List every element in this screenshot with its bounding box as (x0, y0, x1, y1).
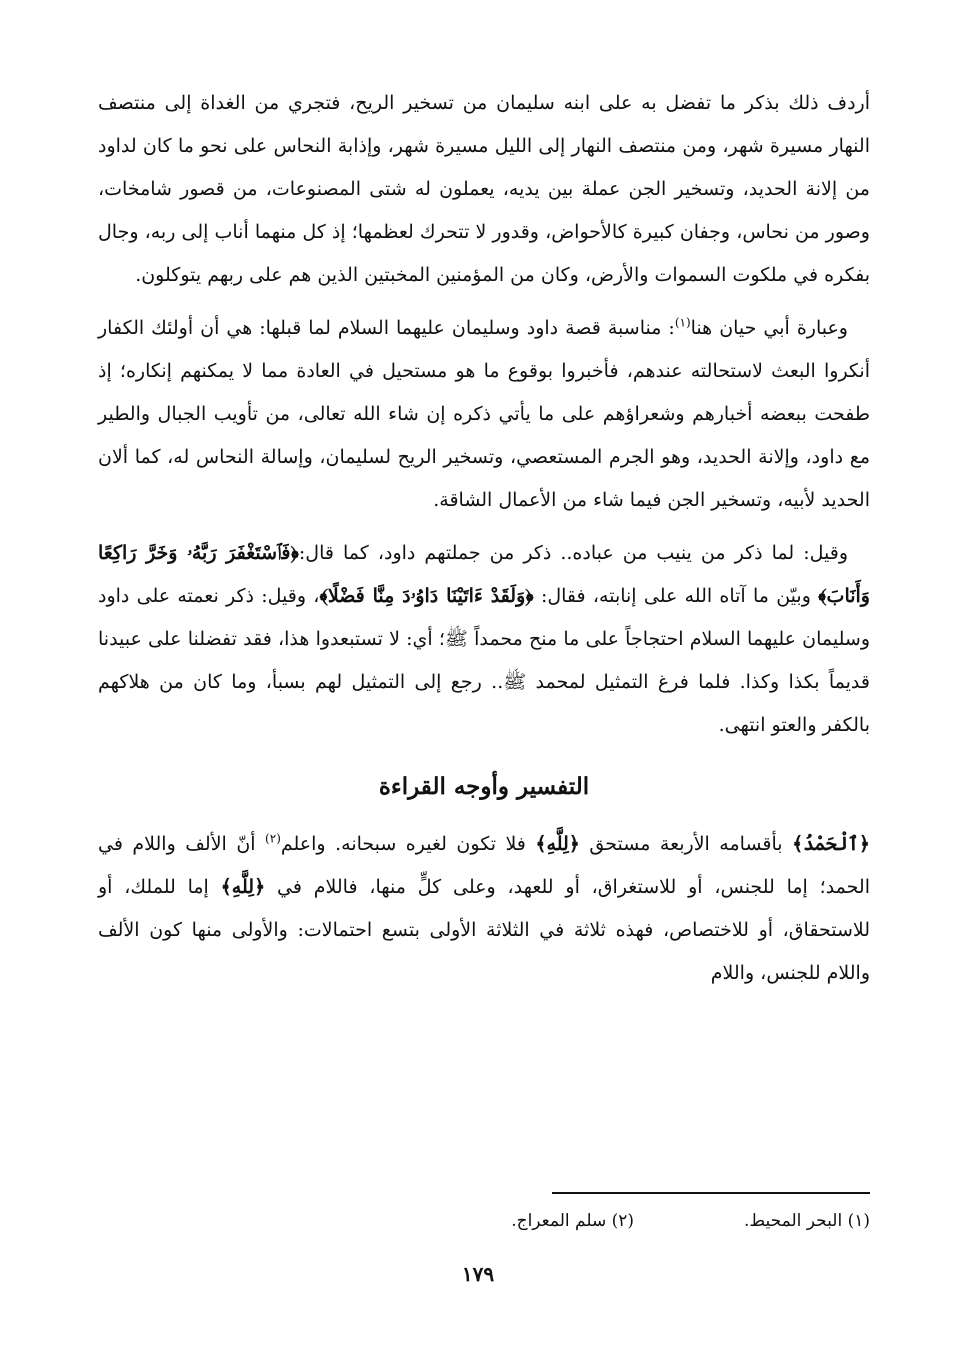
page-body (98, 82, 870, 995)
quran-verse-2: ﴿وَلَقَدْ ءَاتَيْنَا دَاوُۥدَ مِنَّا فَضْلًا﴾ (319, 585, 534, 607)
section-heading: التفسير وأوجه القراءة (378, 773, 590, 800)
paragraph-2-rest: : مناسبة قصة داود وسليمان عليهما السلام لما قبلها: هي أن أولئك الكفار أنكروا البعث لاستحالته عندهم، فأخبروا بوقوع ما هو مستحيل في العادة مما لا يمكنهم إنكاره؛ إذ طفحت ببعضه أخبارهم وشعراؤهم على ما يأتي ذكره إن شاء الله تعالى، من تأويب الجبال والطير مع داود، وإلانة الحديد، وهو الجرم المستعصي، وتسخير الريح لسليمان، وإسالة النحاس له، كما ألان الحديد لأبيه، وتسخير الجن فيما شاء من الأعمال الشاقة. (98, 317, 870, 511)
paragraph-4-part-3: أنّ الألف واللام في الحمد؛ إما للجنس، أو للاستغراق، أو للعهد، وعلى كلٍّ منها، فاللام في (98, 833, 870, 898)
paragraph-4 (98, 823, 870, 995)
paragraph-1: أردف ذلك بذكر ما تفضل به على ابنه سليمان من تسخير الريح، فتجري من الغداة إلى منتصف النهار مسيرة شهر، ومن منتصف النهار إلى الليل مسيرة شهر، وإذابة النحاس على نحو ما كان لداود من إلانة الحديد، وتسخير الجن عملة بين يديه، يعملون له شتى المصنوعات، من قصور شامخات، وصور من نحاس، وجفان كبيرة كالأحواض، وقدور لا تتحرك لعظمها؛ إذ كل منهما أناب إلى ربه، وجال بفكره في ملكوت السموات والأرض، وكان من المؤمنين المخبتين الذين هم على ربهم يتوكلون. (98, 92, 870, 286)
footnote-ref-2: (٢) (265, 831, 281, 846)
paragraph-2-start: وعبارة أبي حيان هنا (690, 317, 848, 339)
footnote-ref-1: (١) (674, 315, 691, 330)
paragraph-4-part-2: فلا تكون لغيره سبحانه. واعلم (280, 833, 536, 855)
quran-word-alhamd: ﴿ٱلْحَمْدُ﴾ (792, 833, 870, 855)
footnote-2: (٢) سلم المعراج. (511, 1211, 635, 1231)
quran-word-lillah-1: ﴿لِلَّهِ﴾ (535, 833, 580, 855)
paragraph-4-part-1: بأقسامه الأربعة مستحق (579, 833, 793, 855)
quran-verse-1: ﴿فَٱسْتَغْفَرَ رَبَّهُۥ وَخَرَّ رَاكِعًا وَأَنَابَ﴾ (98, 542, 870, 607)
footnote-1: (١) البحر المحيط. (744, 1211, 870, 1231)
paragraph-3-part-3: ، وقيل: ذكر نعمته على داود وسليمان عليهما السلام احتجاجاً على ما منح محمداً ﷺ؛ أي: لا تستبعدوا هذا، فقد تفضلنا على عبيدنا قديماً بكذا وكذا. فلما فرغ التمثيل لمحمد ﷺ.. رجع إلى التمثيل لهم بسبأ، وما كان من هلاكهم بالكفر والعتو انتهى. (98, 585, 870, 736)
paragraph-2 (98, 307, 870, 522)
paragraph-4-part-4: إما للملك، أو للاستحقاق، أو للاختصاص، فهذه ثلاثة في الثلاثة الأولى بتسع احتمالات: والأولى منها كون الألف واللام للجنس، واللام (98, 876, 870, 984)
footnote-divider (552, 1192, 870, 1194)
page-number: ١٧٩ (461, 1262, 495, 1286)
quran-word-lillah-2: ﴿لِلَّهِ﴾ (220, 876, 266, 898)
footnotes (270, 1206, 870, 1236)
paragraph-3-part-1: وقيل: لما ذكر من ينيب من عباده.. ذكر من جملتهم داود، كما قال: (298, 542, 848, 564)
paragraph-3-part-2: وبيّن ما آتاه الله على إنابته، فقال: (533, 585, 819, 607)
paragraph-3 (98, 532, 870, 747)
